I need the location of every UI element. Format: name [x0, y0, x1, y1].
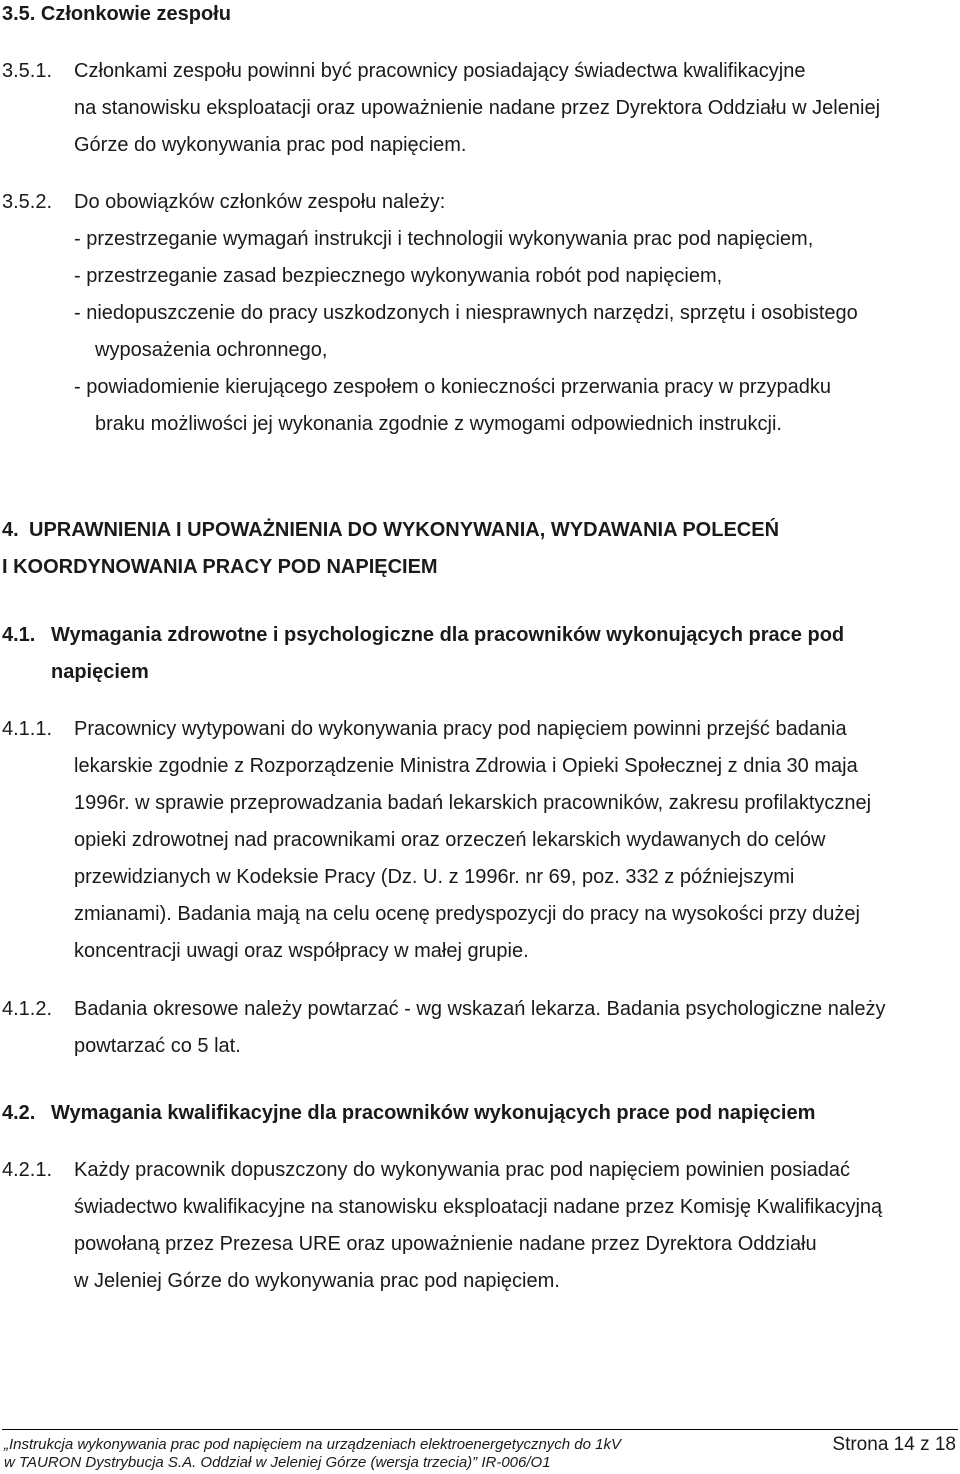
paragraph-number: 3.5.2. — [2, 191, 53, 213]
paragraph-line: Górze do wykonywania prac pod napięciem. — [74, 134, 467, 156]
paragraph-line: przewidzianych w Kodeksie Pracy (Dz. U. z 1996r. nr 69, poz. 332 z późniejszymi — [74, 866, 795, 888]
section-number: 4.1. — [2, 624, 36, 646]
paragraph-text: Członkami zespołu powinni być pracownicy posiadający świadectwa kwalifikacyjne — [74, 60, 806, 82]
page-number: Strona 14 z 18 — [832, 1434, 956, 1455]
paragraph-number: 4.2.1. — [2, 1159, 53, 1181]
list-item: - przestrzeganie wymagań instrukcji i technologii wykonywania prac pod napięciem, — [74, 228, 814, 250]
paragraph-line: Każdy pracownik dopuszczony do wykonywania prac pod napięciem powinien posiadać — [74, 1159, 851, 1181]
paragraph-line: powtarzać co 5 lat. — [74, 1035, 241, 1057]
footer-divider — [2, 1429, 958, 1430]
list-item: - przestrzeganie zasad bezpiecznego wykonywania robót pod napięciem, — [74, 265, 723, 287]
section-number: 4.2. — [2, 1102, 36, 1124]
paragraph-line: w Jeleniej Górze do wykonywania prac pod napięciem. — [74, 1270, 560, 1292]
section-heading-4: UPRAWNIENIA I UPOWAŻNIENIA DO WYKONYWANIA, WYDAWANIA POLECEŃ — [29, 519, 780, 541]
section-heading-4-1-line2: napięciem — [51, 661, 149, 683]
paragraph-line: na stanowisku eksploatacji oraz upoważnienie nadane przez Dyrektora Oddziału w Jeleniej — [74, 97, 881, 119]
section-heading-3-5: 3.5. Członkowie zespołu — [2, 3, 231, 25]
paragraph-line: lekarskie zgodnie z Rozporządzenie Ministra Zdrowia i Opieki Społecznej z dnia 30 maja — [74, 755, 858, 777]
section-heading-4-2: Wymagania kwalifikacyjne dla pracowników wykonujących prace pod napięciem — [51, 1102, 816, 1124]
paragraph-number: 4.1.2. — [2, 998, 53, 1020]
paragraph-line: koncentracji uwagi oraz współpracy w małej grupie. — [74, 940, 529, 962]
section-heading-4-line2: I KOORDYNOWANIA PRACY POD NAPIĘCIEM — [2, 556, 438, 578]
list-item: - niedopuszczenie do pracy uszkodzonych i niesprawnych narzędzi, sprzętu i osobistego — [74, 302, 858, 324]
list-item-continuation: wyposażenia ochronnego, — [95, 339, 328, 361]
list-item-continuation: braku możliwości jej wykonania zgodnie z wymogami odpowiednich instrukcji. — [95, 413, 782, 435]
footer-title-line2: w TAURON Dystrybucja S.A. Oddział w Jeleniej Górze (wersja trzecia)” IR-006/O1 — [4, 1454, 551, 1471]
paragraph-line: świadectwo kwalifikacyjne na stanowisku eksploatacji nadane przez Komisję Kwalifikacyjną — [74, 1196, 883, 1218]
paragraph-line — [74, 59, 958, 83]
section-number: 4. — [2, 519, 19, 541]
paragraph-line: powołaną przez Prezesa URE oraz upoważnienie nadane przez Dyrektora Oddziału — [74, 1233, 817, 1255]
paragraph-line: 1996r. w sprawie przeprowadzania badań lekarskich pracowników, zakresu profilaktycznej — [74, 792, 872, 814]
footer-title-line1: „Instrukcja wykonywania prac pod napięciem na urządzeniach elektroenergetycznych do 1kV — [4, 1436, 621, 1453]
paragraph-line: opieki zdrowotnej nad pracownikami oraz orzeczeń lekarskich wydawanych do celów — [74, 829, 826, 851]
paragraph-number: 3.5.1. — [2, 60, 53, 82]
paragraph-number: 4.1.1. — [2, 718, 53, 740]
paragraph-line: Do obowiązków członków zespołu należy: — [74, 191, 446, 213]
list-item: - powiadomienie kierującego zespołem o konieczności przerwania pracy w przypadku — [74, 376, 832, 398]
paragraph-line: Badania okresowe należy powtarzać - wg wskazań lekarza. Badania psychologiczne należy — [74, 998, 886, 1020]
section-heading-4-1: Wymagania zdrowotne i psychologiczne dla pracowników wykonujących prace pod — [51, 624, 845, 646]
paragraph-line: zmianami). Badania mają na celu ocenę predyspozycji do pracy na wysokości przy dużej — [74, 903, 860, 925]
paragraph-line: Pracownicy wytypowani do wykonywania pracy pod napięciem powinni przejść badania — [74, 718, 847, 740]
